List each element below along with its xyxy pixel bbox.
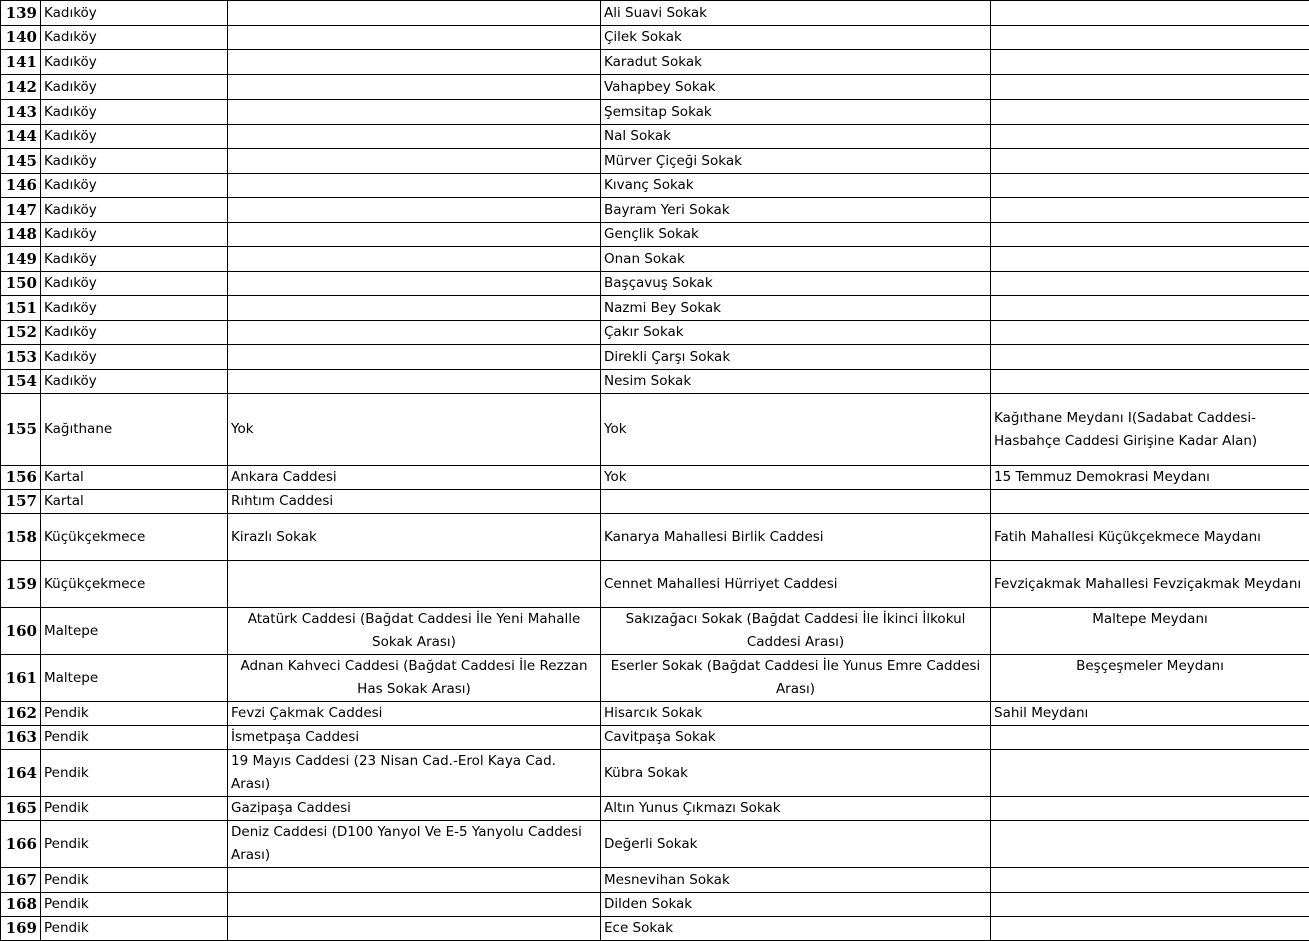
street-cell: Nazmi Bey Sokak (601, 296, 991, 321)
district-cell: Pendik (41, 726, 228, 750)
table-row (1, 466, 1309, 490)
district-cell: Kadıköy (41, 370, 228, 394)
table-row (1, 149, 1309, 174)
street-cell: Altın Yunus Çıkmazı Sokak (601, 797, 991, 821)
avenue-cell (228, 223, 601, 247)
table-row (1, 247, 1309, 272)
row-number-cell: 142 (1, 75, 41, 100)
table-row (1, 1, 1309, 26)
table-row (1, 868, 1309, 893)
table-row (1, 514, 1309, 561)
district-cell: Küçükçekmece (41, 561, 228, 608)
square-cell: Sahil Meydanı (991, 702, 1309, 726)
district-cell: Pendik (41, 702, 228, 726)
square-cell (991, 750, 1309, 797)
street-cell: Nesim Sokak (601, 370, 991, 394)
avenue-cell (228, 272, 601, 296)
row-number-cell: 156 (1, 466, 41, 490)
street-cell: Eserler Sokak (Bağdat Caddesi İle Yunus Emre Caddesi Arası) (601, 655, 991, 702)
street-cell: Çilek Sokak (601, 26, 991, 50)
square-cell (991, 1, 1309, 26)
district-cell: Kadıköy (41, 296, 228, 321)
table-row (1, 198, 1309, 223)
square-cell (991, 370, 1309, 394)
table-row (1, 272, 1309, 296)
row-number-cell: 165 (1, 797, 41, 821)
street-cell: Şemsitap Sokak (601, 100, 991, 125)
square-cell: Fatih Mahallesi Küçükçekmece Maydanı (991, 514, 1309, 561)
square-cell (991, 917, 1309, 941)
square-cell (991, 868, 1309, 893)
street-cell: Karadut Sokak (601, 50, 991, 75)
district-cell: Kadıköy (41, 174, 228, 198)
district-cell: Pendik (41, 821, 228, 868)
row-number-cell: 151 (1, 296, 41, 321)
avenue-cell (228, 868, 601, 893)
table-row (1, 750, 1309, 797)
row-number-cell: 145 (1, 149, 41, 174)
district-cell: Kadıköy (41, 247, 228, 272)
square-cell (991, 149, 1309, 174)
table-row (1, 296, 1309, 321)
avenue-cell: Gazipaşa Caddesi (228, 797, 601, 821)
row-number-cell: 140 (1, 26, 41, 50)
street-cell: Ece Sokak (601, 917, 991, 941)
table-row (1, 893, 1309, 917)
square-cell (991, 198, 1309, 223)
row-number-cell: 147 (1, 198, 41, 223)
square-cell: Maltepe Meydanı (991, 608, 1309, 655)
table-row (1, 174, 1309, 198)
table-row (1, 345, 1309, 370)
street-cell: Kanarya Mahallesi Birlik Caddesi (601, 514, 991, 561)
table-row (1, 726, 1309, 750)
avenue-cell (228, 370, 601, 394)
district-cell: Kadıköy (41, 1, 228, 26)
square-cell (991, 75, 1309, 100)
district-cell: Pendik (41, 868, 228, 893)
avenue-cell (228, 893, 601, 917)
square-cell (991, 50, 1309, 75)
avenue-cell (228, 149, 601, 174)
avenue-cell: Atatürk Caddesi (Bağdat Caddesi İle Yeni Mahalle Sokak Arası) (228, 608, 601, 655)
avenue-cell (228, 345, 601, 370)
row-number-cell: 150 (1, 272, 41, 296)
district-cell: Kadıköy (41, 149, 228, 174)
row-number-cell: 161 (1, 655, 41, 702)
street-cell: Cavitpaşa Sokak (601, 726, 991, 750)
street-cell: Vahapbey Sokak (601, 75, 991, 100)
row-number-cell: 169 (1, 917, 41, 941)
avenue-cell: Kirazlı Sokak (228, 514, 601, 561)
avenue-cell: Deniz Caddesi (D100 Yanyol Ve E-5 Yanyolu Caddesi Arası) (228, 821, 601, 868)
avenue-cell (228, 125, 601, 149)
district-cell: Kağıthane (41, 394, 228, 466)
street-cell: Sakızağacı Sokak (Bağdat Caddesi İle İkinci İlkokul Caddesi Arası) (601, 608, 991, 655)
row-number-cell: 163 (1, 726, 41, 750)
table-row (1, 608, 1309, 655)
row-number-cell: 149 (1, 247, 41, 272)
avenue-cell (228, 26, 601, 50)
avenue-cell: Fevzi Çakmak Caddesi (228, 702, 601, 726)
district-cell: Kadıköy (41, 100, 228, 125)
street-cell: Kübra Sokak (601, 750, 991, 797)
district-cell: Maltepe (41, 655, 228, 702)
row-number-cell: 141 (1, 50, 41, 75)
avenue-cell (228, 100, 601, 125)
avenue-cell (228, 198, 601, 223)
street-cell: Ali Suavi Sokak (601, 1, 991, 26)
street-cell: Kıvanç Sokak (601, 174, 991, 198)
street-cell: Değerli Sokak (601, 821, 991, 868)
square-cell (991, 296, 1309, 321)
avenue-cell (228, 1, 601, 26)
table-row (1, 26, 1309, 50)
avenue-cell (228, 50, 601, 75)
street-cell: Dilden Sokak (601, 893, 991, 917)
square-cell (991, 321, 1309, 345)
street-cell: Bayram Yeri Sokak (601, 198, 991, 223)
street-cell: Çakır Sokak (601, 321, 991, 345)
row-number-cell: 157 (1, 490, 41, 514)
district-cell: Maltepe (41, 608, 228, 655)
street-cell: Mesnevihan Sokak (601, 868, 991, 893)
row-number-cell: 152 (1, 321, 41, 345)
row-number-cell: 162 (1, 702, 41, 726)
table-row (1, 100, 1309, 125)
avenue-cell: İsmetpaşa Caddesi (228, 726, 601, 750)
avenue-cell (228, 247, 601, 272)
street-cell: Hisarcık Sokak (601, 702, 991, 726)
street-cell: Onan Sokak (601, 247, 991, 272)
street-cell: Cennet Mahallesi Hürriyet Caddesi (601, 561, 991, 608)
street-cell: Yok (601, 394, 991, 466)
avenue-cell: Adnan Kahveci Caddesi (Bağdat Caddesi İle Rezzan Has Sokak Arası) (228, 655, 601, 702)
square-cell: 15 Temmuz Demokrasi Meydanı (991, 466, 1309, 490)
square-cell (991, 490, 1309, 514)
avenue-cell: Ankara Caddesi (228, 466, 601, 490)
avenue-cell (228, 561, 601, 608)
district-cell: Pendik (41, 797, 228, 821)
square-cell (991, 174, 1309, 198)
row-number-cell: 166 (1, 821, 41, 868)
district-cell: Kadıköy (41, 75, 228, 100)
square-cell (991, 821, 1309, 868)
district-cell: Pendik (41, 917, 228, 941)
table-row (1, 223, 1309, 247)
row-number-cell: 164 (1, 750, 41, 797)
district-cell: Kartal (41, 490, 228, 514)
row-number-cell: 144 (1, 125, 41, 149)
district-cell: Kadıköy (41, 272, 228, 296)
row-number-cell: 160 (1, 608, 41, 655)
square-cell (991, 726, 1309, 750)
table-row (1, 370, 1309, 394)
table-row (1, 75, 1309, 100)
street-cell: Başçavuş Sokak (601, 272, 991, 296)
square-cell (991, 26, 1309, 50)
row-number-cell: 159 (1, 561, 41, 608)
table-row (1, 561, 1309, 608)
table-row (1, 321, 1309, 345)
street-cell (601, 490, 991, 514)
table-row (1, 394, 1309, 466)
avenue-cell: Yok (228, 394, 601, 466)
row-number-cell: 154 (1, 370, 41, 394)
table-row (1, 821, 1309, 868)
row-number-cell: 168 (1, 893, 41, 917)
district-cell: Pendik (41, 750, 228, 797)
square-cell (991, 125, 1309, 149)
street-cell: Nal Sokak (601, 125, 991, 149)
table-row (1, 797, 1309, 821)
district-cell: Kadıköy (41, 321, 228, 345)
district-cell: Pendik (41, 893, 228, 917)
district-cell: Kadıköy (41, 50, 228, 75)
square-cell (991, 345, 1309, 370)
table-row (1, 50, 1309, 75)
avenue-cell (228, 296, 601, 321)
district-cell: Kartal (41, 466, 228, 490)
street-cell: Gençlik Sokak (601, 223, 991, 247)
district-cell: Kadıköy (41, 125, 228, 149)
square-cell (991, 797, 1309, 821)
avenue-cell: 19 Mayıs Caddesi (23 Nisan Cad.-Erol Kaya Cad. Arası) (228, 750, 601, 797)
district-cell: Kadıköy (41, 345, 228, 370)
district-cell: Kadıköy (41, 198, 228, 223)
table-row (1, 125, 1309, 149)
row-number-cell: 148 (1, 223, 41, 247)
avenue-cell: Rıhtım Caddesi (228, 490, 601, 514)
district-cell: Kadıköy (41, 223, 228, 247)
avenue-cell (228, 75, 601, 100)
row-number-cell: 167 (1, 868, 41, 893)
row-number-cell: 146 (1, 174, 41, 198)
square-cell: Fevziçakmak Mahallesi Fevziçakmak Meydanı (991, 561, 1309, 608)
square-cell (991, 893, 1309, 917)
table-row (1, 917, 1309, 941)
table-row (1, 490, 1309, 514)
street-cell: Direkli Çarşı Sokak (601, 345, 991, 370)
table-body (1, 1, 1309, 941)
table-row (1, 702, 1309, 726)
row-number-cell: 158 (1, 514, 41, 561)
square-cell (991, 223, 1309, 247)
square-cell (991, 272, 1309, 296)
district-cell: Küçükçekmece (41, 514, 228, 561)
row-number-cell: 155 (1, 394, 41, 466)
square-cell (991, 100, 1309, 125)
square-cell: Beşçeşmeler Meydanı (991, 655, 1309, 702)
street-cell: Yok (601, 466, 991, 490)
row-number-cell: 139 (1, 1, 41, 26)
row-number-cell: 153 (1, 345, 41, 370)
street-cell: Mürver Çiçeği Sokak (601, 149, 991, 174)
district-cell: Kadıköy (41, 26, 228, 50)
avenue-cell (228, 917, 601, 941)
avenue-cell (228, 321, 601, 345)
table-row (1, 655, 1309, 702)
row-number-cell: 143 (1, 100, 41, 125)
square-cell (991, 247, 1309, 272)
square-cell: Kağıthane Meydanı I(Sadabat Caddesi-Hasbahçe Caddesi Girişine Kadar Alan) (991, 394, 1309, 466)
avenue-cell (228, 174, 601, 198)
